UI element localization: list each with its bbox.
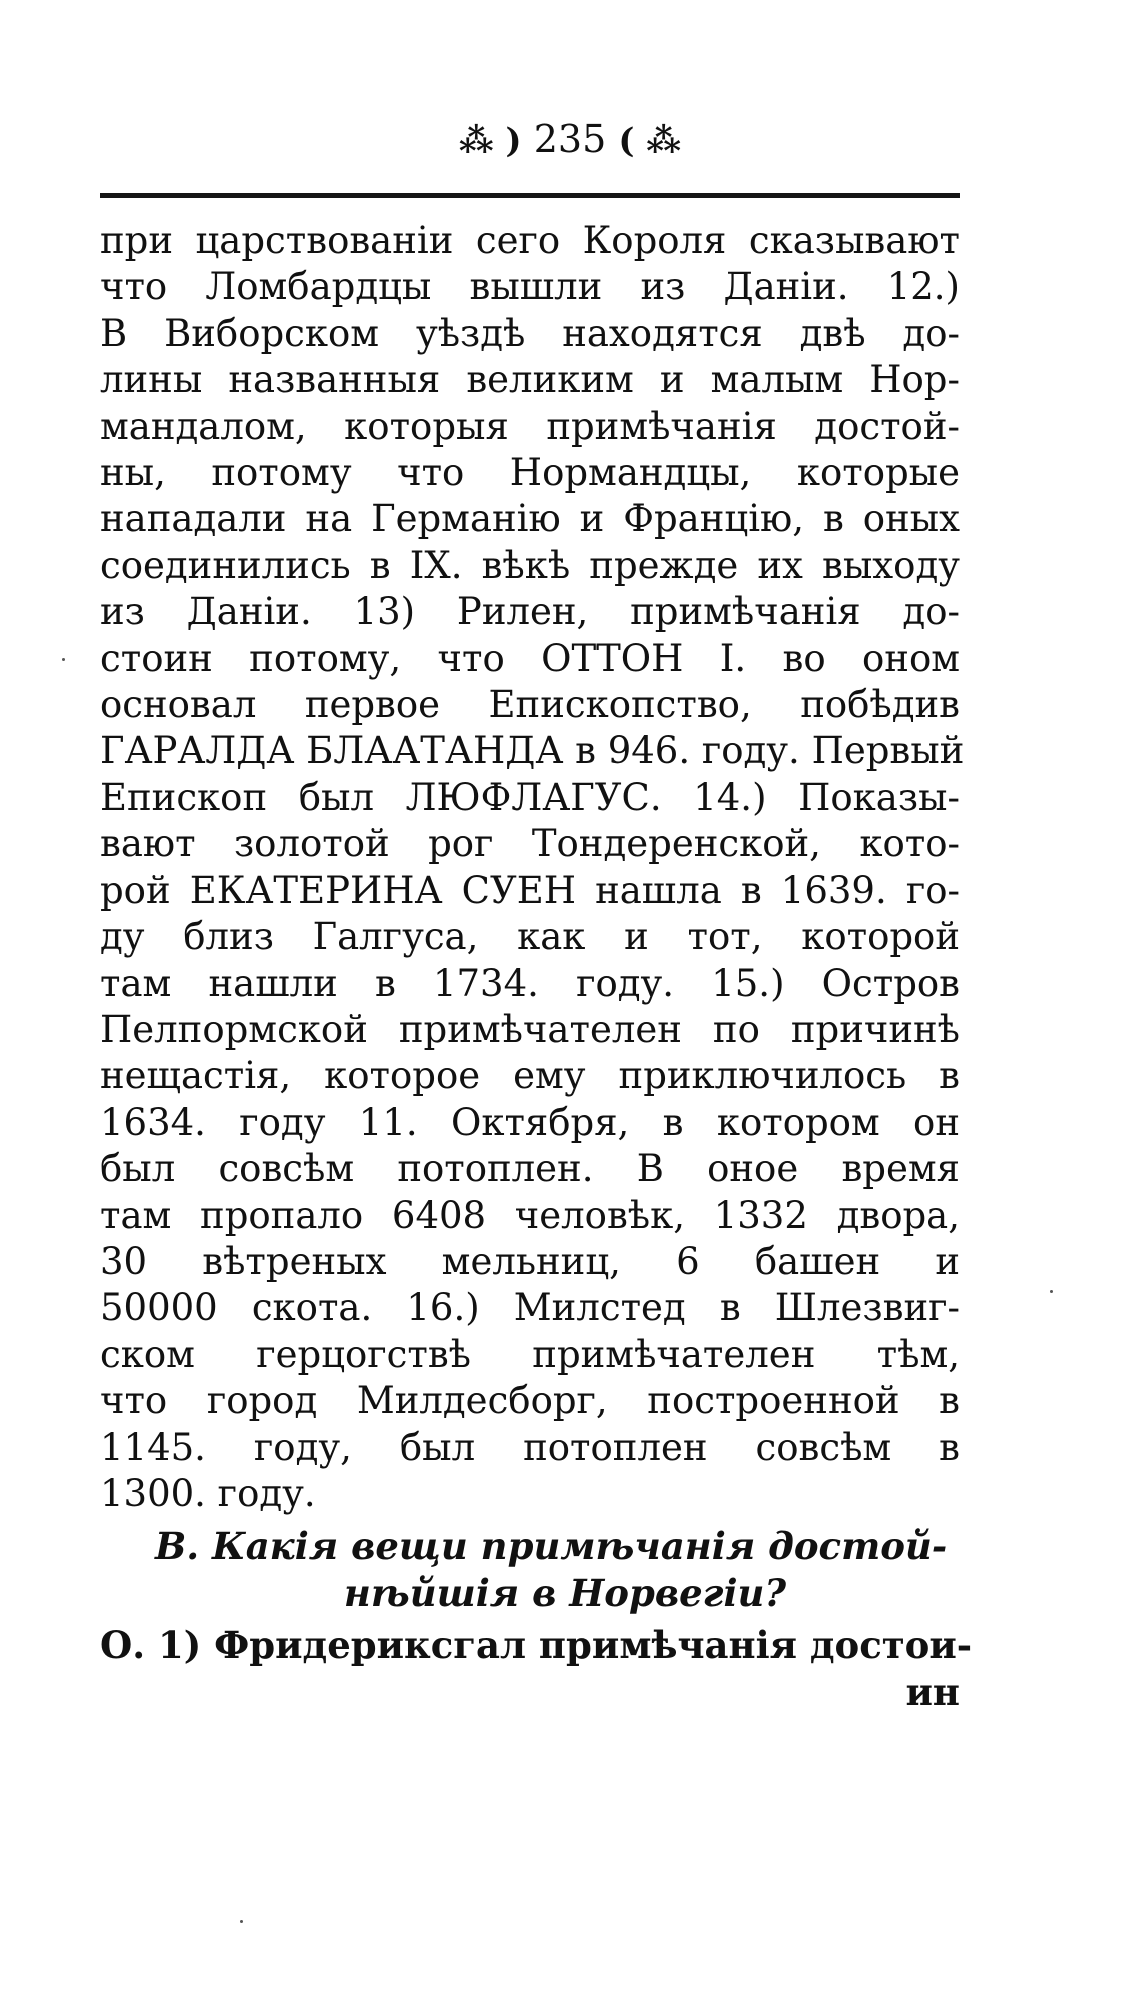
body-line: ГАРАЛДА БЛААТАНДА в 946. году. Первый bbox=[100, 729, 965, 773]
body-line: Пелпормской примѣчателен по причинѣ bbox=[100, 1007, 960, 1051]
body-line: ском герцогствѣ примѣчателен тѣм, bbox=[100, 1332, 960, 1376]
body-line: 1300. году. bbox=[100, 1471, 316, 1515]
body-line: рой ЕКАТЕРИНА СУЕН нашла в 1639. го- bbox=[100, 868, 960, 912]
body-line: был совсѣм потоплен. В оное время bbox=[100, 1147, 960, 1191]
header-left-ornament: ⁂ ) bbox=[458, 121, 522, 161]
body-line: там пропало 6408 человѣк, 1332 двора, bbox=[100, 1193, 960, 1237]
body-line: что Ломбардцы вышли из Даніи. 12.) bbox=[100, 265, 960, 309]
scan-speck bbox=[240, 1920, 243, 1923]
body-line: что город Милдесборг, построенной в bbox=[100, 1379, 960, 1423]
body-line: при царствованіи сего Короля сказывают bbox=[100, 219, 960, 262]
answer-line: О. 1) Фридериксгал примѣчанія достои- bbox=[100, 1623, 973, 1668]
body-line: мандалом, которыя примѣчанія достой- bbox=[100, 404, 960, 448]
header-right-ornament: ( ⁂ bbox=[618, 121, 682, 161]
body-line: 1145. году, был потоплен совсѣм в bbox=[100, 1425, 960, 1469]
page-number: 235 bbox=[533, 117, 607, 161]
body-line: нападали на Германію и Францію, в оных bbox=[100, 497, 960, 541]
body-line: лины названныя великим и малым Нор- bbox=[100, 358, 960, 402]
body-line: стоин потому, что ОТТОН I. во оном bbox=[100, 636, 960, 680]
scan-speck bbox=[62, 658, 65, 661]
body-line: ду близ Галгуса, как и тот, которой bbox=[100, 915, 960, 959]
body-line: из Даніи. 13) Рилен, примѣчанія до- bbox=[100, 590, 960, 634]
body-line: основал первое Епископство, побѣдив bbox=[100, 683, 960, 727]
question-line: В. Какія вещи примѣчанія достой- bbox=[155, 1524, 948, 1569]
page-header bbox=[0, 117, 1140, 161]
body-line: там нашли в 1734. году. 15.) Остров bbox=[100, 961, 960, 1005]
body-line: 50000 скота. 16.) Милстед в Шлезвиг- bbox=[100, 1286, 960, 1330]
body-line: 1634. году 11. Октября, в котором он bbox=[100, 1100, 960, 1144]
body-line: нещастія, которое ему приключилось в bbox=[100, 1054, 960, 1098]
header-rule bbox=[100, 193, 960, 198]
scan-speck bbox=[1050, 1290, 1053, 1293]
body-line: соединились в IX. вѣкѣ прежде их выходу bbox=[100, 543, 960, 587]
body-line: В Виборском уѣздѣ находятся двѣ до- bbox=[100, 311, 960, 355]
body-line: вают золотой рог Тондеренской, кото- bbox=[100, 822, 960, 866]
question-line: нѣйшія в Норвегіи? bbox=[343, 1570, 787, 1615]
body-text bbox=[100, 218, 973, 1715]
catchword: ин bbox=[905, 1669, 960, 1714]
body-line: ны, потому что Нормандцы, которые bbox=[100, 451, 960, 495]
body-line: Епископ был ЛЮФЛАГУС. 14.) Показы- bbox=[100, 775, 960, 819]
body-line: 30 вѣтреных мельниц, 6 башен и bbox=[100, 1239, 960, 1283]
